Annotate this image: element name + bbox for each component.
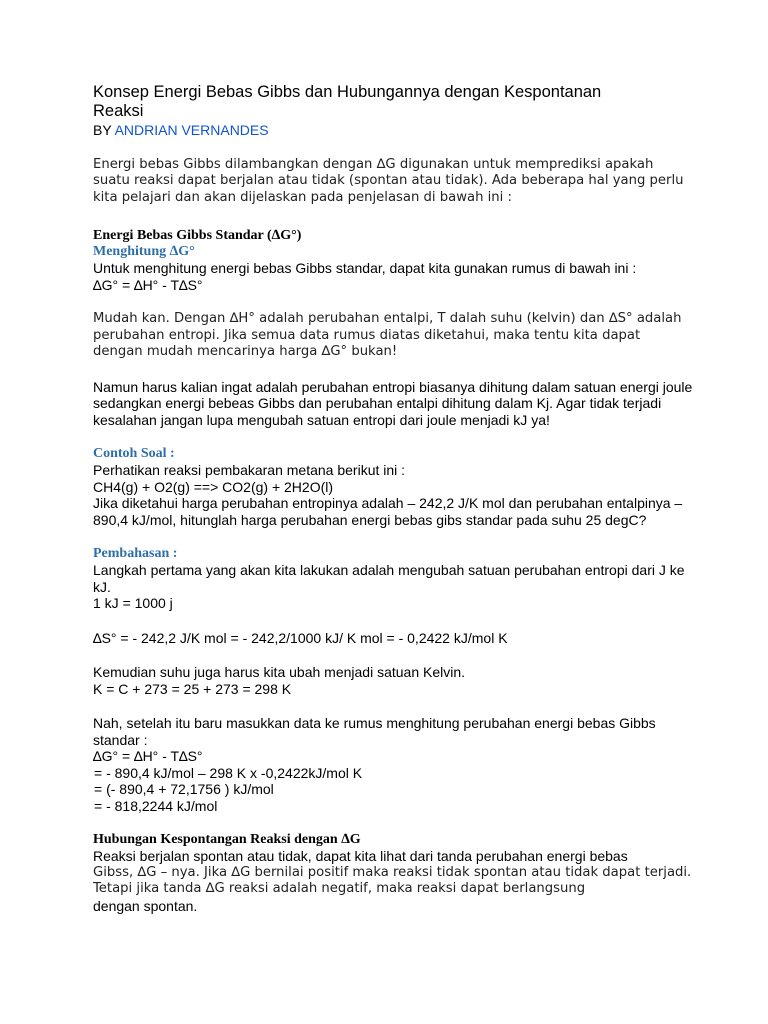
page-title: Konsep Energi Bebas Gibbs dan Hubungannya dengan Kespontanan Reaksi (93, 83, 602, 120)
explanation-paragraph: Mudah kan. Dengan ∆H° adalah perubahan entalpi, T dalah suhu (kelvin) dan ∆S° adalah perubahan entropi. Jika semua data rumus diatas diketahui, maka tentu kita dapat dengan mudah mencarinya harga ∆G° bukan! (93, 311, 682, 359)
by-label: BY (93, 122, 112, 138)
kelvin-conversion: K = C + 273 = 25 + 273 = 298 K (93, 680, 292, 697)
solution-step2: Kemudian suhu juga harus kita ubah menjadi satuan Kelvin. (93, 664, 466, 680)
document-page (93, 83, 693, 914)
spontaneity-line-a: Reaksi berjalan spontan atau tidak, dapat kita lihat dari tanda perubahan energi bebas (93, 848, 628, 864)
entropy-conversion: ∆S° = - 242,2 J/K mol = - 242,2/1000 kJ/ K mol = - 0,2422 kJ/mol K (93, 629, 508, 646)
gibbs-formula: ∆G° = ∆H° - T∆S° (93, 276, 203, 293)
solution-step1: Langkah pertama yang akan kita lakukan adalah mengubah satuan perubahan entropi dari J ke kJ. (93, 562, 685, 595)
calculation-line-3: = (- 890,4 + 72,1756 ) kJ/mol (94, 781, 274, 797)
spontaneity-line-c: dengan spontan. (93, 897, 198, 914)
example-intro: Perhatikan reaksi pembakaran metana berikut ini : (93, 462, 406, 478)
example-question: Jika diketahui harga perubahan entropinya adalah – 242,2 J/K mol dan perubahan entalpinya – 890,4 kJ/mol, hitunglah harga perubahan energi bebas gibs standar pada suhu 25 degC? (93, 495, 683, 528)
calculation-line-2: = - 890,4 kJ/mol – 298 K x -0,2422kJ/mol K (94, 764, 363, 781)
formula-intro: Untuk menghitung energi bebas Gibbs standar, dapat kita gunakan rumus di bawah ini : (93, 260, 637, 276)
byline (93, 122, 693, 139)
intro-paragraph: Energi bebas Gibbs dilambangkan dengan ∆G digunakan untuk memprediksi apakah suatu reaksi dapat berjalan atau tidak (spontan atau tidak). Ada beberapa hal yang perlu kita pelajari dan akan dijelaskan pada penjelasan di bawah ini : (93, 156, 684, 205)
section-heading-spontaneity: Hubungan Kespontangan Reaksi dengan ∆G (93, 832, 361, 847)
section-heading-gibbs-standard: Energi Bebas Gibbs Standar (∆G°) (93, 228, 302, 243)
subheading-menghitung: Menghitung ∆G° (93, 244, 195, 259)
calculation-line-4: = - 818,2244 kJ/mol (94, 797, 218, 814)
author-link[interactable]: ANDRIAN VERNANDES (114, 122, 269, 138)
unit-conversion: 1 kJ = 1000 j (93, 595, 173, 611)
spontaneity-line-b: Gibss, ∆G – nya. Jika ∆G bernilai positif maka reaksi tidak spontan atau tidak dapat terjadi. Tetapi jika tanda ∆G reaksi adalah negatif, maka reaksi dapat berlangsung (93, 864, 692, 896)
calculation-line-1: ∆G° = ∆H° - T∆S° (93, 748, 203, 764)
reaction-equation: CH4(g) + O2(g) ==> CO2(g) + 2H2O(l) (93, 478, 334, 495)
example-heading: Contoh Soal : (93, 446, 175, 461)
units-paragraph: Namun harus kalian ingat adalah perubahan entropi biasanya dihitung dalam satuan energi joule sedangkan energi bebeas Gibbs dan perubahan entalpi dihitung dalam Kj. Agar tidak terjadi kesalahan jangan lupa mengubah satuan entropi dari joule menjadi kJ ya! (93, 378, 693, 428)
solution-step3: Nah, setelah itu baru masukkan data ke rumus menghitung perubahan energi bebas Gibbs standar : (93, 715, 656, 748)
solution-heading: Pembahasan : (93, 546, 178, 561)
